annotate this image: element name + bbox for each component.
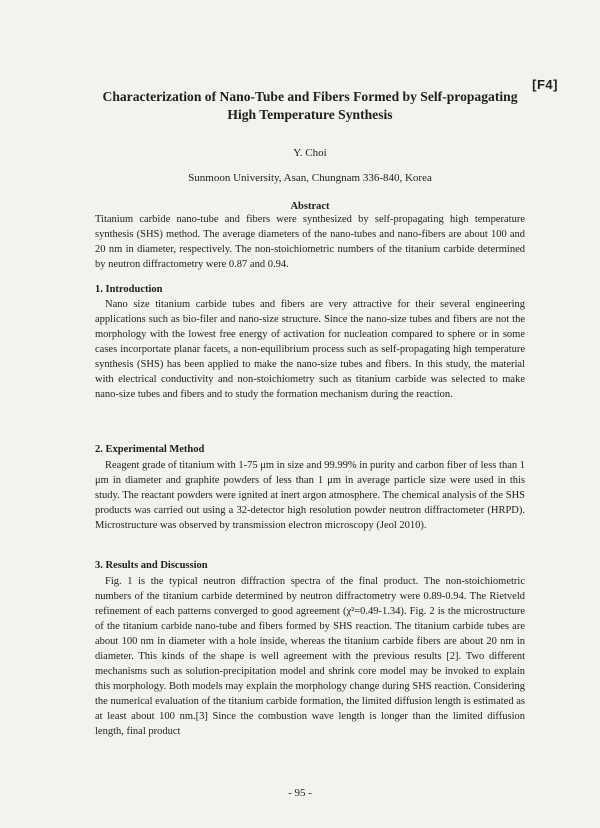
author-name: Y. Choi [293,147,327,159]
page-number: - 95 - [288,787,312,799]
section-heading-results: 3. Results and Discussion [95,560,208,571]
section-text-results: Fig. 1 is the typical neutron diffraction spectra of the final product. The non-stoichiometric numbers of the titanium carbide determined by neutron diffractometry were 0.89-0.94. The Rietveld refinement of each patterns converged to good agreement (χ²=0.49-1.34). Fig. 2 is the microstructure of the titanium carbide nano-tube and fibers formed by SHS reaction. The titanium carbide tubes are about 100 nm in diameter with a hole inside, whereas the titanium carbide fibers are about 20 nm in diameter. This kinds of the shape is well agreement with the previous results [2]. Two different mechanisms such as solution-precipitation model and shrink core model may be invoked to explain this morphology. Both models may explain the morphology change during SHS reaction. Considering the numerical evaluation of the titanium carbide formation, the limited diffusion length is estimated as at least about 100 nm.[3] Since the combustion wave length is longer than the limited diffusion length, final product [95,576,525,737]
abstract-heading: Abstract [290,201,330,212]
title-line-2: High Temperature Synthesis [227,107,393,122]
section-text-method: Reagent grade of titanium with 1-75 μm in size and 99.99% in purity and carbon fiber of less than 1 μm in diameter and graphite powders of less than 1 μm in average particle size were used in this study. The reactant powders were ignited at inert argon atmosphere. The chemical analysis of the SHS products was carried out using a 32-detector high resolution powder neutron diffractometer (HRPD). Microstructure was observed by transmission electron microscopy (Jeol 2010). [95,460,525,531]
paper-tag: [F4] [532,77,558,92]
paper-title [60,88,560,124]
section-heading-introduction: 1. Introduction [95,284,163,295]
author-affiliation: Sunmoon University, Asan, Chungnam 336-840, Korea [188,172,432,184]
section-heading-method: 2. Experimental Method [95,444,205,455]
abstract-text: Titanium carbide nano-tube and fibers were synthesized by self-propagating high temperature synthesis (SHS) method. The average diameters of the nano-tubes and nano-fibers are about 100 and 20 nm in diameter, respectively. The non-stoichiometric numbers of the titanium carbide determined by neutron diffractometry were 0.87 and 0.94. [95,214,525,270]
title-line-1: Characterization of Nano-Tube and Fibers Formed by Self-propagating [102,89,518,104]
section-text-introduction: Nano size titanium carbide tubes and fibers are very attractive for their several engineering applications such as bio-filer and nano-size structure. Since the nano-size tubes and fibers are not the morphology with the lowest free energy of activation for nucleation compared to sphere or in some cases incorportate planar facets, a non-equilibrium process such as self-propagating high temperature synthesis (SHS) has been applied to make the nano-size tubes and fibers. In this study, the material with electrical conductivity and non-stoichiometry such as titanium carbide was selected to make nano-size tubes and fibers and to study the formation mechanism during the reaction. [95,299,525,400]
